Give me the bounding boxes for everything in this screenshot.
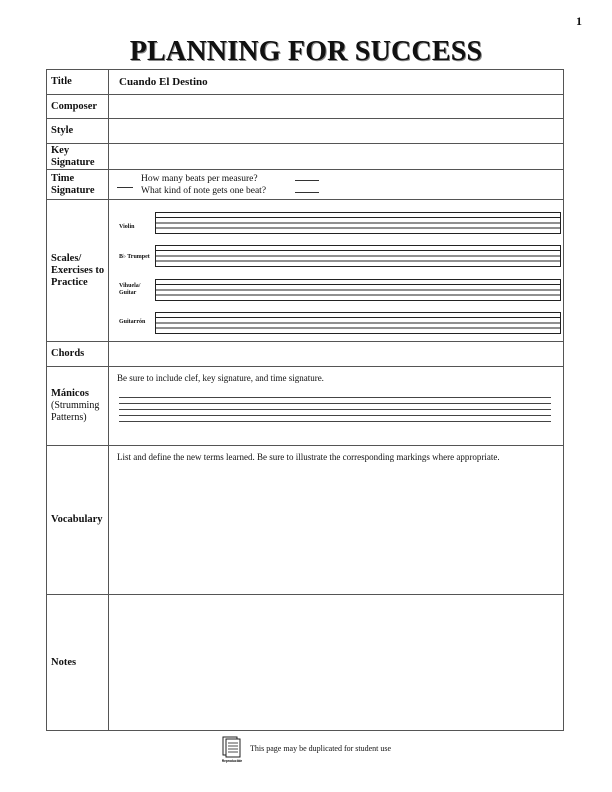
planning-form [46, 69, 564, 731]
vocabulary-label: Vocabulary [47, 446, 109, 594]
staff-label-guitarron: Guitarrón [119, 319, 146, 325]
title-value: Cuando El Destino [119, 76, 208, 88]
key-signature-field[interactable] [109, 144, 563, 169]
reproducible-caption: Reproducible [221, 759, 243, 763]
staff-violin[interactable] [155, 212, 561, 234]
key-signature-label: Key Signature [47, 144, 109, 169]
staff-label-violin: Violin [119, 224, 135, 230]
manicos-line[interactable] [119, 397, 551, 398]
footer-note: This page may be duplicated for student use [250, 744, 392, 753]
manicos-field[interactable] [109, 367, 563, 445]
time-signature-blank[interactable] [117, 179, 133, 188]
staff-vihuela[interactable] [155, 279, 561, 301]
page-number: 1 [576, 14, 582, 28]
row-time-signature [47, 170, 563, 200]
staff-label-vihuela: Vihuela/ Guitar [119, 283, 141, 296]
composer-field[interactable] [109, 95, 563, 118]
note-answer-line[interactable] [295, 192, 319, 193]
row-composer [47, 95, 563, 119]
manicos-line[interactable] [119, 409, 551, 410]
chords-field[interactable] [109, 342, 563, 366]
reproducible-icon [220, 736, 244, 764]
title-field[interactable] [109, 70, 563, 94]
row-key-signature [47, 144, 563, 170]
row-style [47, 119, 563, 144]
title-label: Title [47, 70, 109, 94]
row-chords [47, 342, 563, 367]
chords-label: Chords [47, 342, 109, 366]
note-question: What kind of note gets one beat? [141, 186, 267, 196]
manicos-line[interactable] [119, 415, 551, 416]
beats-answer-line[interactable] [295, 180, 319, 181]
page-title: PLANNING FOR SUCCESS [129, 36, 483, 67]
row-notes [47, 595, 563, 730]
beats-question: How many beats per measure? [141, 174, 258, 184]
staff-trumpet[interactable] [155, 245, 561, 267]
manicos-instruction: Be sure to include clef, key signature, and time signature. [117, 373, 324, 383]
notes-label: Notes [47, 595, 109, 730]
manicos-line[interactable] [119, 403, 551, 404]
scales-label: Scales/ Exercises to Practice [47, 200, 109, 341]
style-field[interactable] [109, 119, 563, 143]
manicos-label: Mánicos [51, 388, 89, 399]
notes-field[interactable] [109, 595, 563, 730]
manicos-line[interactable] [119, 421, 551, 422]
row-vocabulary [47, 446, 563, 595]
composer-label: Composer [47, 95, 109, 118]
staff-label-trumpet: B♭ Trumpet [119, 254, 150, 260]
scales-field [109, 200, 563, 341]
vocabulary-field[interactable] [109, 446, 563, 594]
style-label: Style [47, 119, 109, 143]
row-scales [47, 200, 563, 342]
manicos-sublabel: (Strumming Patterns) [51, 400, 100, 423]
vocabulary-instruction: List and define the new terms learned. Be sure to illustrate the corresponding markings where appropriate. [117, 452, 500, 462]
row-manicos [47, 367, 563, 446]
time-signature-label: Time Signature [47, 170, 109, 199]
staff-guitarron[interactable] [155, 312, 561, 334]
manicos-label-cell [47, 367, 109, 445]
row-title [47, 70, 563, 95]
time-signature-field[interactable] [109, 170, 563, 199]
